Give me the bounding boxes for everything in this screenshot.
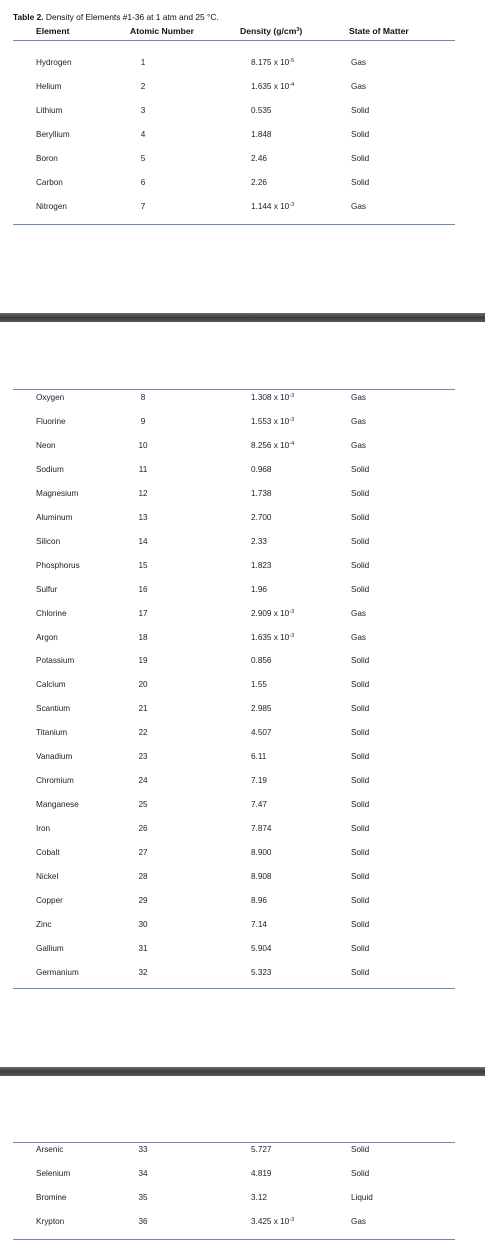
element-name: Sodium: [36, 464, 64, 474]
state-of-matter: Solid: [351, 943, 370, 953]
density-value: 1.96: [251, 584, 267, 594]
density-value: 8.96: [251, 895, 267, 905]
table-row: [13, 154, 455, 168]
state-of-matter: Solid: [351, 848, 370, 858]
state-of-matter: Gas: [351, 416, 367, 426]
element-name: Magnesium: [36, 488, 79, 498]
element-name: Germanium: [36, 967, 79, 977]
density-value: 2.26: [251, 178, 267, 187]
atomic-number: 3: [140, 106, 146, 115]
atomic-number: 26: [138, 824, 148, 834]
table-row: [13, 824, 455, 838]
state-of-matter: Gas: [351, 202, 367, 211]
element-name: Argon: [36, 632, 58, 642]
atomic-number: 34: [138, 1169, 148, 1178]
page-1: [0, 0, 485, 313]
table-row: [13, 513, 455, 527]
element-name: Potassium: [36, 656, 75, 666]
table-row: [13, 393, 455, 407]
atomic-number: 12: [138, 488, 148, 498]
density-value: 1.553 x $10^{-3}$: [251, 416, 295, 426]
density-value: 1.848: [251, 130, 272, 139]
table-row: [13, 1169, 455, 1183]
element-name: Nickel: [36, 872, 59, 881]
element-name: Krypton: [36, 1217, 65, 1226]
atomic-number: 21: [138, 704, 148, 714]
density-value: 5.323: [251, 967, 272, 977]
element-name: Calcium: [36, 680, 66, 690]
state-of-matter: Solid: [351, 895, 370, 905]
table-row: [13, 58, 455, 72]
density-value: 2.46: [251, 154, 267, 163]
element-name: Manganese: [36, 800, 79, 810]
state-of-matter: Solid: [351, 680, 370, 690]
density-value: 8.900: [251, 848, 272, 858]
element-name: Vanadium: [36, 752, 73, 762]
state-of-matter: Solid: [351, 728, 370, 738]
density-value: 2.700: [251, 512, 272, 522]
state-of-matter: Solid: [351, 800, 370, 810]
table-row: [13, 920, 455, 934]
density-exponent: -4: [289, 82, 295, 88]
atomic-number: 2: [140, 82, 146, 91]
element-name: Helium: [36, 82, 62, 91]
atomic-number: 18: [138, 632, 148, 642]
density-exponent: -5: [289, 58, 295, 64]
atomic-number: 28: [138, 872, 148, 881]
element-name: Selenium: [36, 1169, 71, 1178]
table-row: [13, 106, 455, 120]
element-name: Lithium: [36, 106, 63, 115]
state-of-matter: Solid: [351, 752, 370, 762]
element-name: Nitrogen: [36, 202, 67, 211]
table-row: [13, 752, 455, 766]
density-value: 2.909 x $10^{-3}$: [251, 608, 295, 618]
density-value: 0.968: [251, 464, 272, 474]
state-of-matter: Solid: [351, 919, 370, 929]
element-name: Chromium: [36, 776, 74, 786]
state-of-matter: Solid: [351, 704, 370, 714]
atomic-number: 29: [138, 895, 148, 905]
density-value: 3.12: [251, 1193, 267, 1202]
element-name: Aluminum: [36, 512, 73, 522]
table-row: [13, 178, 455, 192]
section-end-rule: [13, 1239, 455, 1240]
state-of-matter: Solid: [351, 872, 370, 881]
atomic-number: 35: [138, 1193, 148, 1202]
state-of-matter: Gas: [351, 58, 367, 67]
state-of-matter: Gas: [351, 632, 367, 642]
section-start-rule: [13, 389, 455, 390]
atomic-number: 25: [138, 800, 148, 810]
table-row: [13, 202, 455, 216]
element-name: Fluorine: [36, 416, 66, 426]
element-name: Silicon: [36, 536, 61, 546]
density-value: 0.856: [251, 656, 272, 666]
state-of-matter: Solid: [351, 584, 370, 594]
atomic-number: 20: [138, 680, 148, 690]
state-of-matter: Solid: [351, 488, 370, 498]
header-atomic-number: Atomic Number: [130, 26, 194, 36]
density-value: 0.535: [251, 106, 272, 115]
atomic-number: 19: [138, 656, 148, 666]
atomic-number: 30: [138, 919, 148, 929]
density-value: 1.144 x $10^{-3}$: [251, 202, 295, 211]
header-rule: [13, 40, 455, 41]
table-row: [13, 1145, 455, 1159]
density-value: 7.874: [251, 824, 272, 834]
element-name: Hydrogen: [36, 58, 72, 67]
state-of-matter: Solid: [351, 512, 370, 522]
table-row: [13, 82, 455, 96]
density-value: 7.47: [251, 800, 267, 810]
atomic-number: 33: [138, 1145, 148, 1154]
element-name: Cobalt: [36, 848, 60, 858]
atomic-number: 6: [140, 178, 146, 187]
density-value: 1.55: [251, 680, 267, 690]
table-row: [13, 776, 455, 790]
state-of-matter: Solid: [351, 1145, 370, 1154]
table-row: [13, 130, 455, 144]
atomic-number: 9: [140, 416, 146, 426]
element-name: Iron: [36, 824, 51, 834]
header-element: Element: [36, 26, 70, 36]
density-exponent: -3: [289, 393, 295, 399]
state-of-matter: Solid: [351, 1169, 370, 1178]
element-name: Beryllium: [36, 130, 70, 139]
density-exponent: -3: [289, 632, 295, 639]
density-value: 7.19: [251, 776, 267, 786]
table-row: [13, 633, 455, 647]
density-value: 5.904: [251, 943, 272, 953]
atomic-number: 11: [138, 464, 148, 474]
caption-text: Density of Elements #1-36 at 1 atm and 25 °C.: [45, 12, 219, 22]
state-of-matter: Solid: [351, 967, 370, 977]
density-value: 7.14: [251, 919, 267, 929]
atomic-number: 10: [138, 440, 148, 450]
atomic-number: 4: [140, 130, 146, 139]
table-row: [13, 848, 455, 862]
element-name: Copper: [36, 895, 63, 905]
density-value: 1.635 x $10^{-4}$: [251, 82, 295, 91]
atomic-number: 15: [138, 560, 148, 570]
element-name: Bromine: [36, 1193, 67, 1202]
page-2: [0, 322, 485, 1067]
state-of-matter: Gas: [351, 608, 367, 618]
atomic-number: 36: [138, 1217, 148, 1226]
atomic-number: 22: [138, 728, 148, 738]
state-of-matter: Solid: [351, 178, 370, 187]
element-name: Zinc: [36, 919, 52, 929]
caption-label: Table 2.: [13, 12, 44, 22]
table-row: [13, 1217, 455, 1231]
element-name: Boron: [36, 154, 58, 163]
table-row: [13, 585, 455, 599]
table-row: [13, 537, 455, 551]
table-caption: [13, 12, 219, 22]
element-name: Titanium: [36, 728, 68, 738]
table-row: [13, 656, 455, 670]
atomic-number: 5: [140, 154, 146, 163]
density-value: 1.635 x $10^{-3}$: [251, 632, 295, 642]
density-value: 4.819: [251, 1169, 272, 1178]
density-value: 1.823: [251, 560, 272, 570]
density-exponent: -3: [289, 608, 295, 615]
section-start-rule: [13, 1142, 455, 1143]
table-row: [13, 561, 455, 575]
element-name: Carbon: [36, 178, 63, 187]
atomic-number: 32: [138, 967, 148, 977]
atomic-number: 7: [140, 202, 146, 211]
atomic-number: 1: [140, 58, 146, 67]
state-of-matter: Liquid: [351, 1193, 373, 1202]
density-value: 6.11: [251, 752, 267, 762]
density-exponent: -4: [289, 440, 295, 447]
table-row: [13, 728, 455, 742]
state-of-matter: Solid: [351, 560, 370, 570]
atomic-number: 31: [138, 943, 148, 953]
density-value: 2.985: [251, 704, 272, 714]
state-of-matter: Solid: [351, 154, 370, 163]
state-of-matter: Gas: [351, 393, 367, 402]
state-of-matter: Gas: [351, 82, 367, 91]
density-value: 3.425 x $10^{-3}$: [251, 1217, 295, 1226]
state-of-matter: Solid: [351, 130, 370, 139]
density-value: 2.33: [251, 536, 267, 546]
section-end-rule: [13, 224, 455, 225]
table-row: [13, 609, 455, 623]
page-divider: [0, 1067, 485, 1076]
state-of-matter: Gas: [351, 1217, 367, 1226]
page-3: [0, 1076, 485, 1246]
element-name: Gallium: [36, 943, 64, 953]
element-name: Oxygen: [36, 393, 65, 402]
table-row: [13, 800, 455, 814]
table-row: [13, 944, 455, 958]
state-of-matter: Gas: [351, 440, 367, 450]
table-row: [13, 896, 455, 910]
element-name: Arsenic: [36, 1145, 64, 1154]
table-row: [13, 1193, 455, 1207]
state-of-matter: Solid: [351, 106, 370, 115]
element-name: Sulfur: [36, 584, 58, 594]
table-row: [13, 465, 455, 479]
density-value: 5.727: [251, 1145, 272, 1154]
section-end-rule: [13, 988, 455, 989]
element-name: Phosphorus: [36, 560, 80, 570]
state-of-matter: Solid: [351, 824, 370, 834]
table-row: [13, 968, 455, 982]
state-of-matter: Solid: [351, 536, 370, 546]
density-value: 1.308 x $10^{-3}$: [251, 393, 295, 402]
table-row: [13, 680, 455, 694]
density-value: 4.507: [251, 728, 272, 738]
density-exponent: -3: [289, 1217, 295, 1223]
atomic-number: 17: [138, 608, 148, 618]
atomic-number: 8: [140, 393, 146, 402]
density-exponent: -3: [289, 202, 295, 208]
page-divider: [0, 313, 485, 322]
state-of-matter: Solid: [351, 776, 370, 786]
atomic-number: 24: [138, 776, 148, 786]
density-exponent: -3: [289, 416, 295, 423]
atomic-number: 23: [138, 752, 148, 762]
table-row: [13, 872, 455, 886]
atomic-number: 13: [138, 512, 148, 522]
density-value: 1.738: [251, 488, 272, 498]
atomic-number: 16: [138, 584, 148, 594]
header-density: Density $(g/cm^3)$: [240, 26, 303, 36]
state-of-matter: Solid: [351, 656, 370, 666]
table-row: [13, 489, 455, 503]
element-name: Neon: [36, 440, 56, 450]
atomic-number: 27: [138, 848, 148, 858]
atomic-number: 14: [138, 536, 148, 546]
element-name: Scantium: [36, 704, 71, 714]
table-row: [13, 417, 455, 431]
density-value: 8.175 x $10^{-5}$: [251, 58, 295, 67]
element-name: Chlorine: [36, 608, 67, 618]
density-value: 8.908: [251, 872, 272, 881]
table-row: [13, 704, 455, 718]
header-state: State of Matter: [349, 26, 409, 36]
state-of-matter: Solid: [351, 464, 370, 474]
table-row: [13, 441, 455, 455]
density-value: 8.256 x $10^{-4}$: [251, 440, 295, 450]
